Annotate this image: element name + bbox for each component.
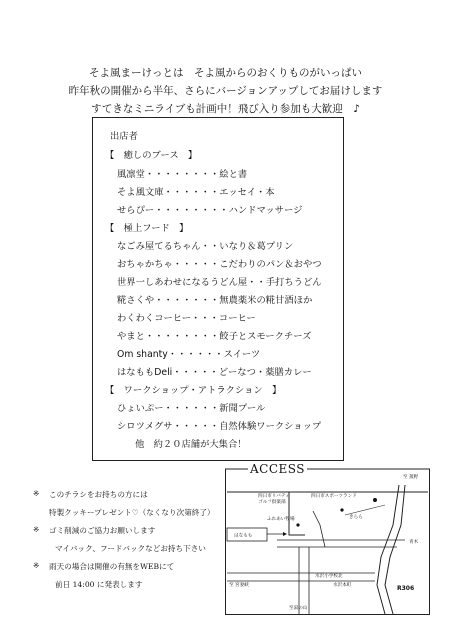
note-2-detail: マイバック、フードバックなどお持ち下さい <box>55 544 206 553</box>
vendor-item: シロツメグサ・・・・・自然体験ワークショップ <box>117 421 322 432</box>
vendor-item: ひょいぷー・・・・・・新聞プール <box>117 403 266 414</box>
map-label: 至 菰野 <box>403 475 419 480</box>
map-label: 青木 <box>409 540 419 545</box>
note-3: 雨天の場合は開催の有無をWEBにて <box>49 562 175 571</box>
vendor-item: せらぴー・・・・・・・・ハンドマッサージ <box>117 205 303 216</box>
note-1-detail: 特製クッキープレゼント♡（なくなり次第終了） <box>49 508 215 517</box>
vendor-item: なごみ屋てるちゃん・・いなり＆葛プリン <box>117 241 294 252</box>
vendor-item: やまと・・・・・・・・餃子とスモークチーズ <box>117 331 312 342</box>
map-label: はなもも <box>234 533 253 539</box>
vendor-heading: 出店者 <box>110 131 138 142</box>
note-mark: ※ <box>33 561 40 570</box>
intro-text <box>0 64 451 118</box>
intro-line-3: すてきなミニライブも計画中！飛び入り参加も大歓迎 ♪ <box>91 103 360 115</box>
note-mark: ※ <box>33 525 40 534</box>
section-title-workshop: 【 ワークショップ・アトラクション 】 <box>105 385 282 396</box>
access-title: ACCESS <box>250 462 306 476</box>
map-label: 至湯の山 <box>289 606 308 611</box>
vendor-item: Om shanty・・・・・・スイーツ <box>117 349 261 360</box>
vendor-item: おちゃかちゃ・・・・・こだわりのパン＆おやつ <box>117 259 322 270</box>
intro-line-1: そよ風まーけっとは そよ風からのおくりものがいっぱい <box>89 67 362 79</box>
map-label: 水沢小学校北 <box>315 574 343 579</box>
map-label: 四日市リバティ <box>258 494 290 499</box>
vendor-item: そよ風文庫・・・・・・エッセイ・本 <box>117 187 275 198</box>
vendor-item: 世界一しあわせになるうどん屋・・手打ちうどん <box>117 277 322 288</box>
section-title-food: 【 極上フード 】 <box>105 223 189 234</box>
note-1: このチラシをお持ちの方には <box>49 490 148 499</box>
vendor-item: 糀さくや・・・・・・・無農薬米の糀甘酒ほか <box>117 295 313 306</box>
note-mark: ※ <box>33 489 40 498</box>
map-label: 水沢本町 <box>333 583 352 588</box>
access-map <box>225 465 430 615</box>
intro-line-2: 昨年秋の開催から半年、さらにバージョンアップしてお届けします <box>68 85 383 97</box>
road <box>289 492 305 535</box>
note-3-detail: 前日 14:00 に発表します <box>55 580 143 589</box>
map-label: R306 <box>397 585 415 592</box>
map-label: 四日市スポーツランド <box>311 494 357 499</box>
vendor-item: はなももDeli・・・・・どーなつ・薬膳カレー <box>117 367 312 378</box>
vendor-item: 風凛堂・・・・・・・・絵と書 <box>117 169 248 180</box>
section-title-healing: 【 癒しのブース 】 <box>105 150 198 161</box>
map-label: ふれあい牧場 <box>267 517 295 522</box>
vendor-footer: 他 約２０店舗が大集合！ <box>135 439 247 450</box>
map-label: きらら <box>349 515 363 520</box>
map-label: 至 宮妻峡 <box>229 583 249 588</box>
note-2: ゴミ削減のご協力お願いします <box>49 526 156 535</box>
map-label: ゴルフ倶楽部 <box>258 500 286 505</box>
vendor-list-box <box>92 117 344 461</box>
vendor-item: わくわくコーヒー・・・コーヒー <box>117 313 256 324</box>
